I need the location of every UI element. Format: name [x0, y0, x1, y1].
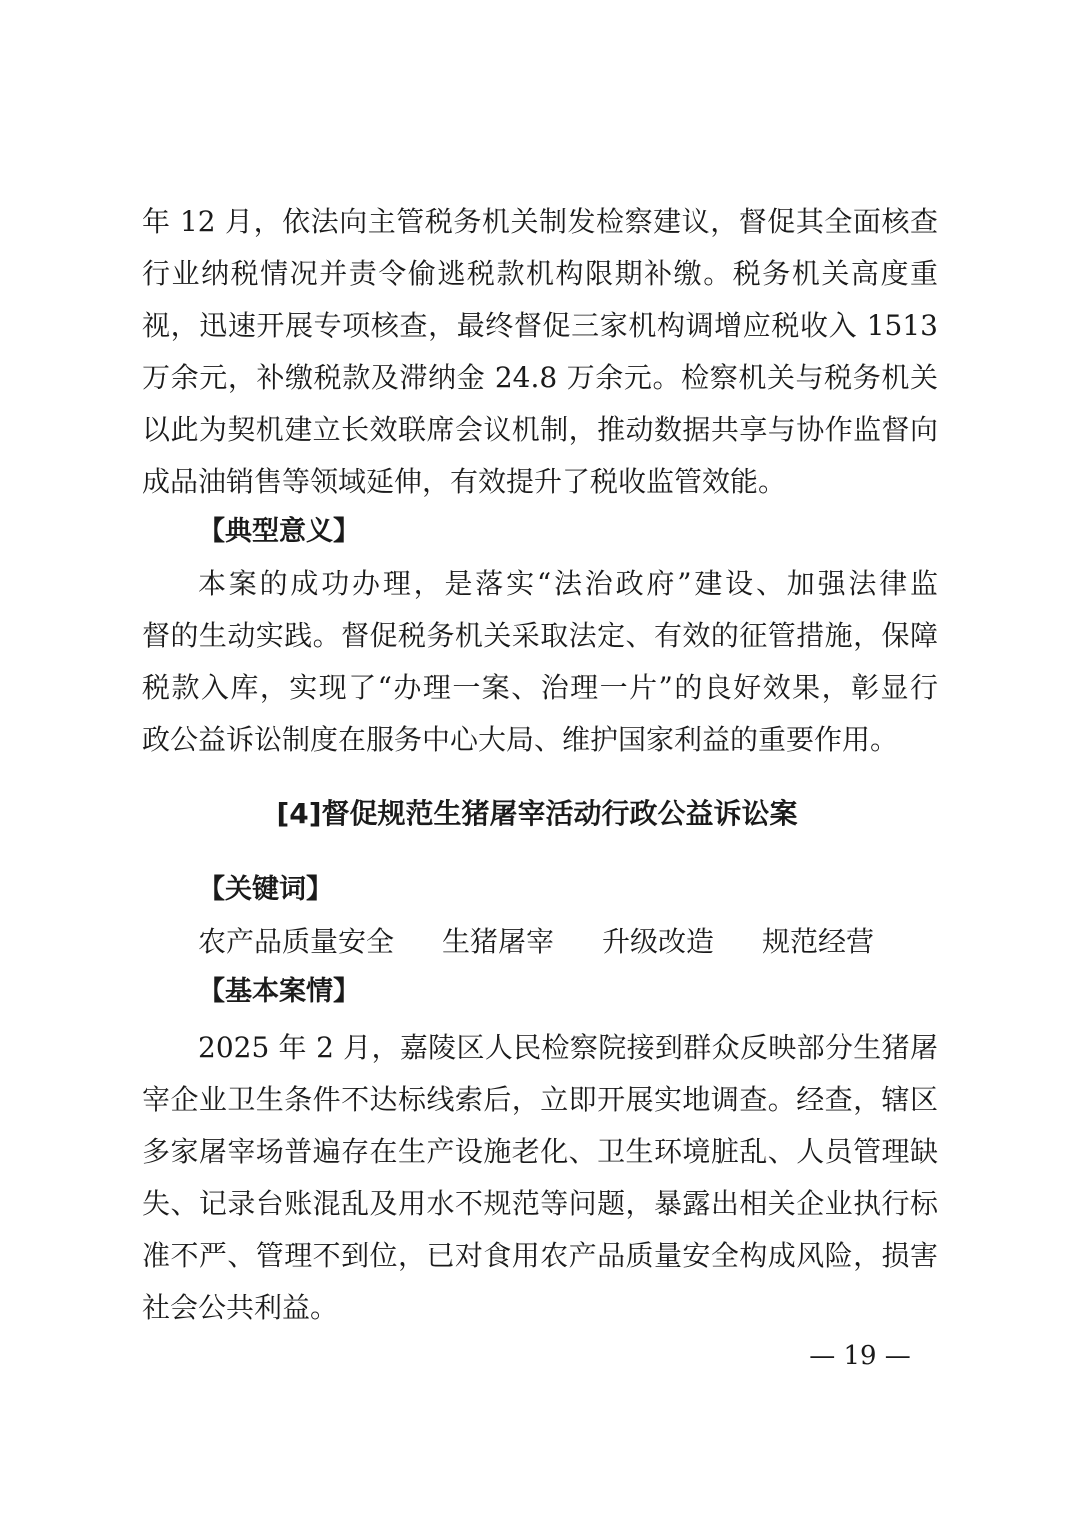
page-number: — 19 — [809, 1341, 911, 1371]
text-line: 失、记录台账混乱及用水不规范等问题，暴露出相关企业执行标 [142, 1187, 938, 1220]
text-line: 宰企业卫生条件不达标线索后，立即开展实地调查。经查，辖区 [142, 1083, 938, 1116]
text-line: 督的生动实践。督促税务机关采取法定、有效的征管措施，保障 [142, 619, 938, 652]
text-line: 2025 年 2 月，嘉陵区人民检察院接到群众反映部分生猪屠 [198, 1031, 938, 1064]
text-line: 社会公共利益。 [142, 1291, 339, 1324]
facts-heading: 【基本案情】 [198, 976, 360, 1007]
text-line: 年 12 月，依法向主管税务机关制发检察建议，督促其全面核查 [142, 205, 938, 238]
keyword-item: 生猪屠宰 [442, 925, 555, 958]
keywords-heading: 【关键词】 [198, 874, 333, 905]
text-line: 万余元，补缴税款及滞纳金 24.8 万余元。检察机关与税务机关 [142, 361, 938, 394]
text-line: 成品油销售等领域延伸，有效提升了税收监管效能。 [142, 465, 787, 498]
keyword-item: 规范经营 [762, 925, 875, 958]
keyword-list [198, 916, 922, 968]
text-line: 以此为契机建立长效联席会议机制，推动数据共享与协作监督向 [142, 413, 938, 446]
case-title: [4]督促规范生猪屠宰活动行政公益诉讼案 [276, 797, 798, 830]
text-line: 视，迅速开展专项核查，最终督促三家机构调增应税收入 1513 [142, 309, 938, 342]
text-line: 本案的成功办理，是落实“法治政府”建设、加强法律监 [198, 567, 938, 600]
text-line: 政公益诉讼制度在服务中心大局、维护国家利益的重要作用。 [142, 723, 899, 756]
text-line: 税款入库，实现了“办理一案、治理一片”的良好效果，彰显行 [142, 671, 938, 704]
keyword-item: 升级改造 [602, 925, 715, 958]
text-line: 多家屠宰场普遍存在生产设施老化、卫生环境脏乱、人员管理缺 [142, 1135, 938, 1168]
significance-heading: 【典型意义】 [198, 516, 360, 547]
text-line: 行业纳税情况并责令偷逃税款机构限期补缴。税务机关高度重 [142, 257, 938, 290]
text-line: 准不严、管理不到位，已对食用农产品质量安全构成风险，损害 [142, 1239, 938, 1272]
keyword-item: 农产品质量安全 [198, 925, 395, 958]
